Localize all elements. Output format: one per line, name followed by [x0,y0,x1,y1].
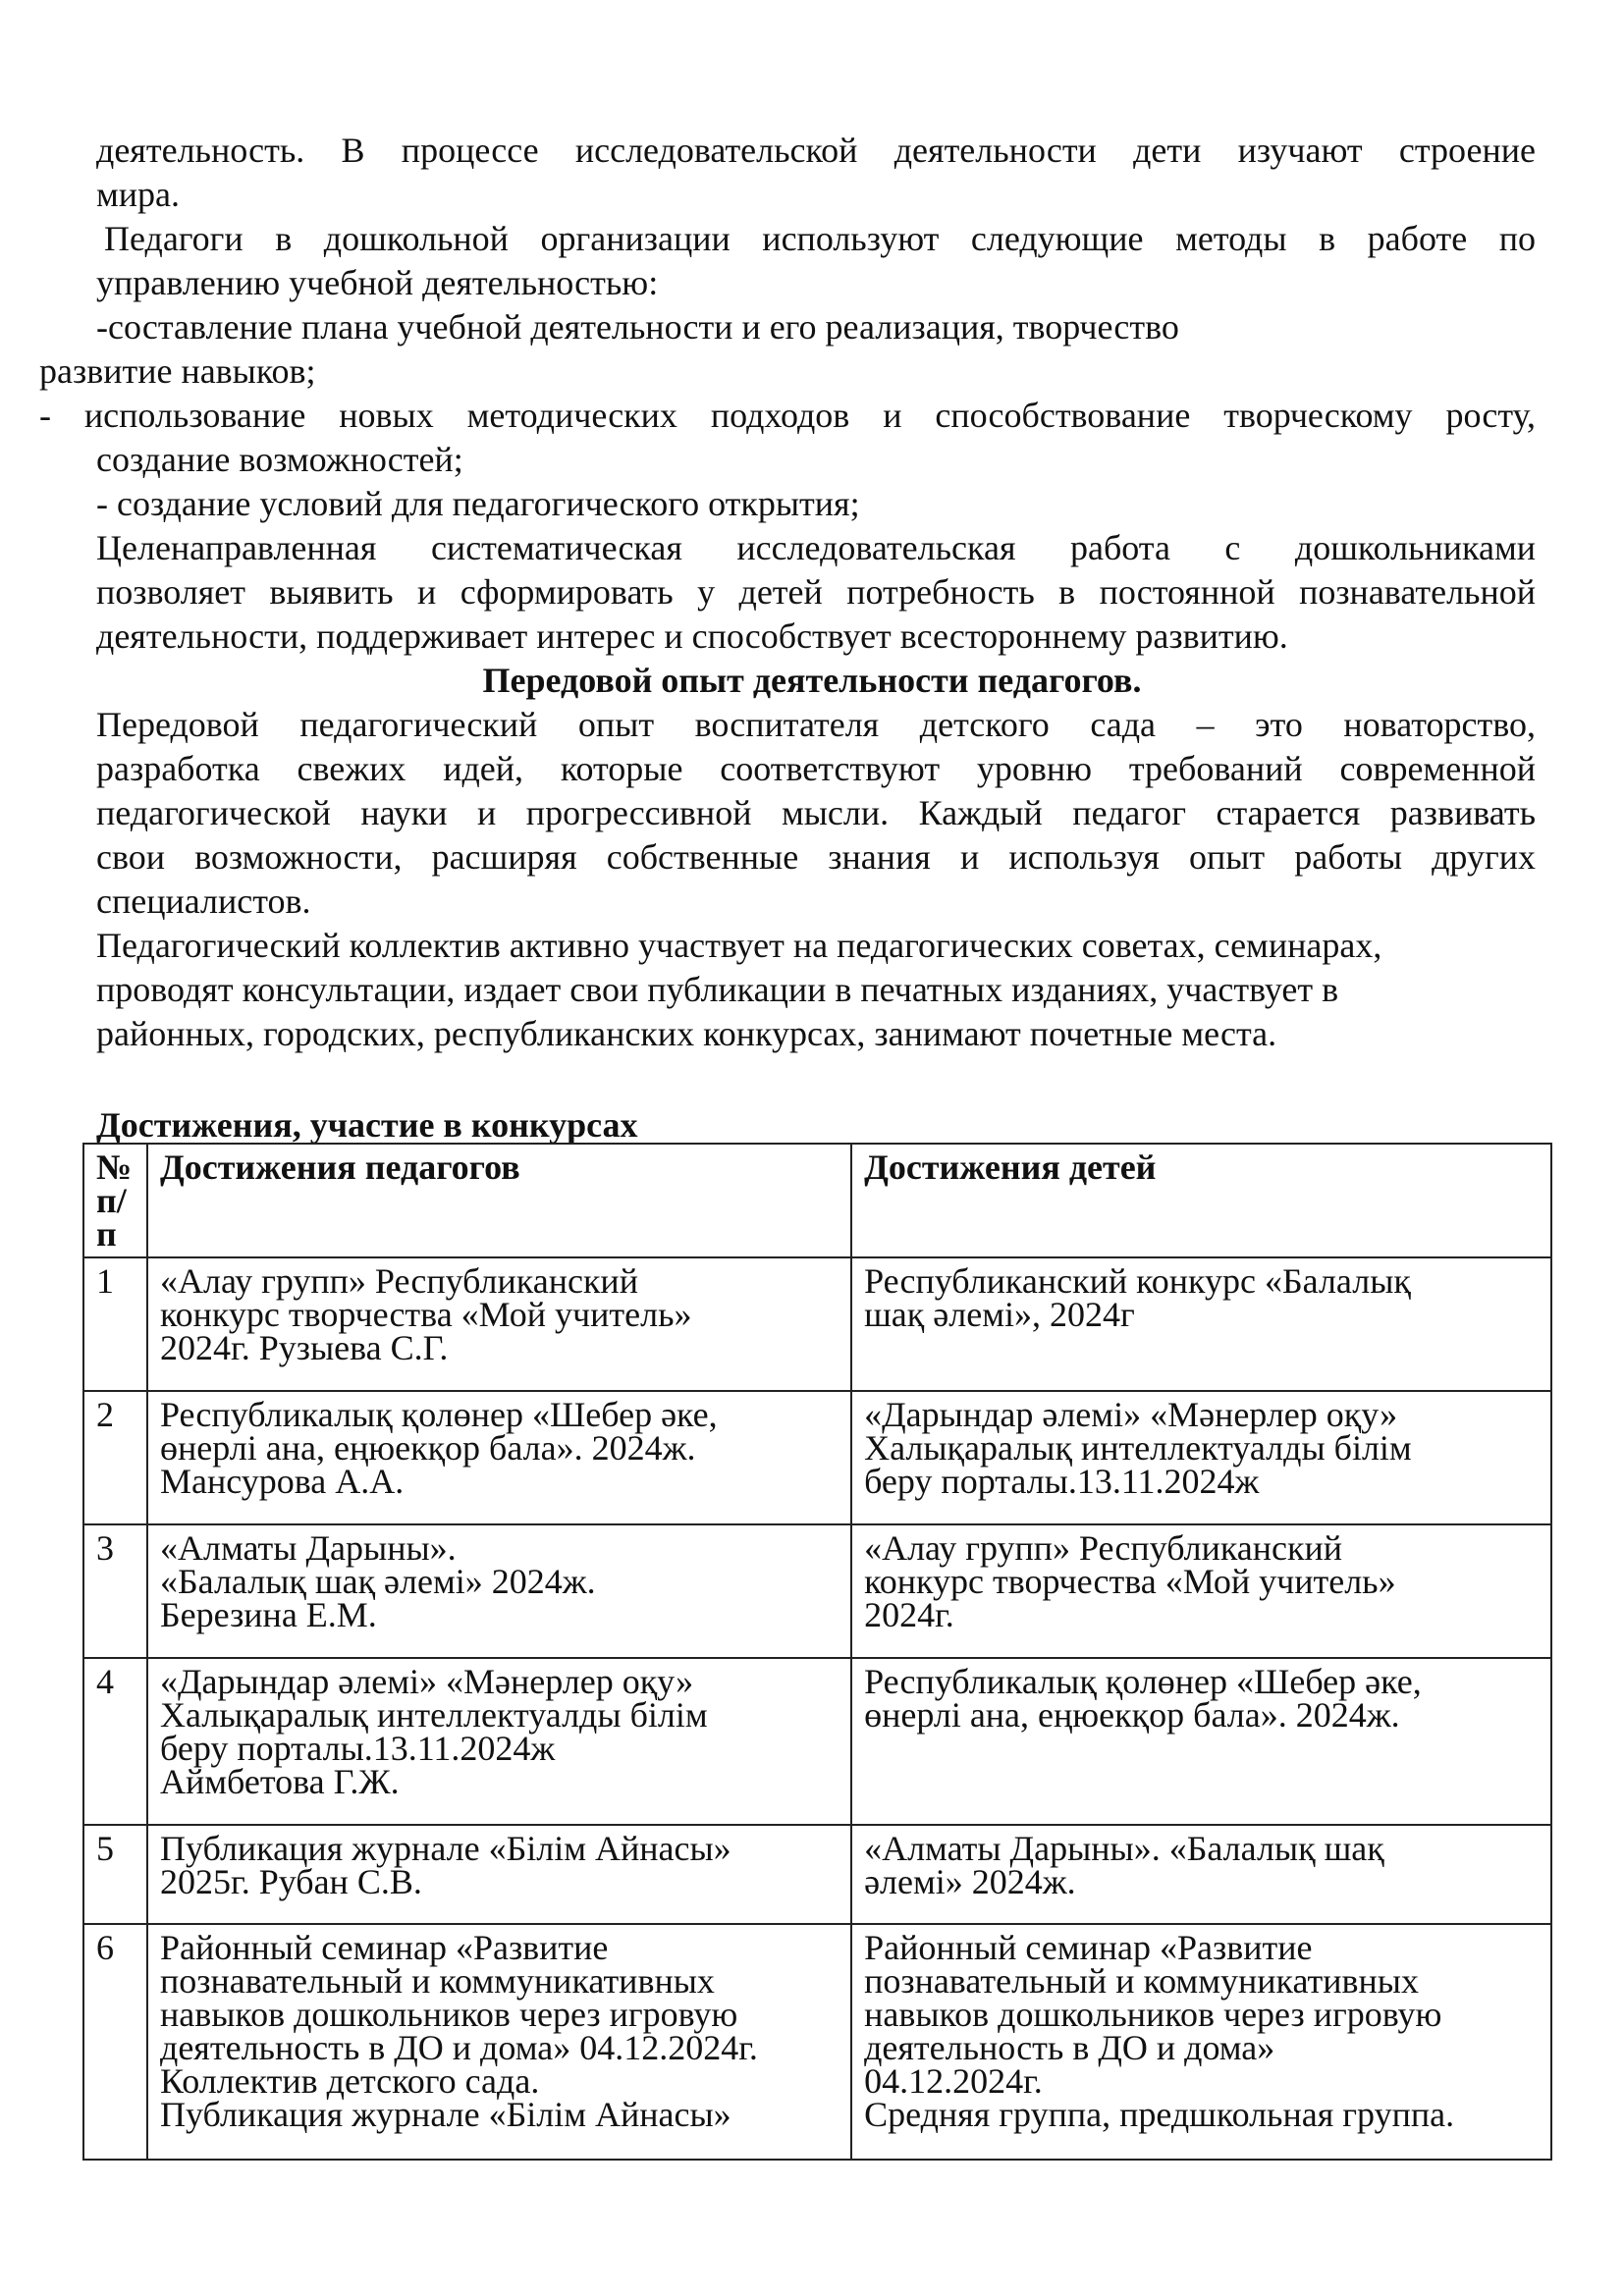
paragraph-line: Педагогический коллектив активно участвует на педагогических советах, семинарах, [96,926,1382,965]
table-row [83,1658,1551,1825]
table-title: Достижения, участие в конкурсах [96,1105,638,1145]
row-teachers: «Алматы Дарыны». «Балалық шақ әлемі» 2024ж. Березина Е.М. [147,1524,851,1658]
paragraph-line: деятельность. В процессе исследовательской деятельности дети изучают строение [96,131,1536,170]
paragraph-line: свои возможности, расширяя собственные знания и используя опыт работы других [96,837,1536,877]
paragraph-line: разработка свежих идей, которые соответствуют уровню требований современной [96,749,1536,788]
row-num: 1 [83,1257,147,1391]
table-row [83,1825,1551,1924]
row-teachers: «Дарындар әлемі» «Мәнерлер оқу» Халықаралық интеллектуалды білім беру порталы.13.11.2024ж Аймбетова Г.Ж. [147,1658,851,1825]
table-row [83,1257,1551,1391]
header-teachers: Достижения педагогов [147,1144,851,1257]
paragraph-line: специалистов. [96,881,311,921]
paragraph-line: - создание условий для педагогического открытия; [96,484,860,523]
header-num: № п/п [83,1144,147,1257]
row-num: 5 [83,1825,147,1924]
paragraph-line: районных, городских, республиканских конкурсах, занимают почетные места. [96,1014,1277,1053]
row-teachers: Районный семинар «Развитие познавательный и коммуникативных навыков дошкольников через игровую деятельность в ДО и дома» 04.12.2024г. Коллектив детского сада. Публикация журнале «Білім Айнасы» [147,1924,851,2160]
row-children: «Дарындар әлемі» «Мәнерлер оқу» Халықаралық интеллектуалды білім беру порталы.13.11.2024ж [851,1391,1551,1524]
paragraph-line: Педагоги в дошкольной организации используют следующие методы в работе по [104,219,1536,258]
row-teachers: Публикация журнале «Білім Айнасы» 2025г. Рубан С.В. [147,1825,851,1924]
row-teachers: «Алау групп» Республиканский конкурс творчества «Мой учитель» 2024г. Рузыева С.Г. [147,1257,851,1391]
table-row [83,1924,1551,2160]
paragraph-line: мира. [96,175,181,214]
paragraph-line: - использование новых методических подходов и способствование творческому росту, [39,396,1536,435]
row-children: «Алматы Дарыны». «Балалық шақ әлемі» 2024ж. [851,1825,1551,1924]
table-row [83,1524,1551,1658]
row-num: 3 [83,1524,147,1658]
paragraph-line: педагогической науки и прогрессивной мысли. Каждый педагог старается развивать [96,793,1536,832]
achievements-table [82,1143,1552,2161]
paragraph-line: деятельности, поддерживает интерес и способствует всестороннему развитию. [96,616,1288,656]
row-num: 4 [83,1658,147,1825]
section-heading: Передовой опыт деятельности педагогов. [482,661,1142,700]
paragraph-line: создание возможностей; [96,440,463,479]
row-num: 2 [83,1391,147,1524]
row-teachers: Республикалық қолөнер «Шебер әке, өнерлі ана, еңюекқор бала». 2024ж. Мансурова А.А. [147,1391,851,1524]
row-num: 6 [83,1924,147,2160]
paragraph-line: Целенаправленная систематическая исследовательская работа с дошкольниками [96,528,1536,567]
row-children: Районный семинар «Развитие познавательный и коммуникативных навыков дошкольников через игровую деятельность в ДО и дома» 04.12.2024г. Средняя группа, предшкольная группа. [851,1924,1551,2160]
paragraph-line: проводят консультации, издает свои публикации в печатных изданиях, участвует в [96,970,1339,1009]
row-children: Республиканский конкурс «Балалық шақ әлемі», 2024г [851,1257,1551,1391]
paragraph-line: управлению учебной деятельностью: [96,263,659,302]
table-row [83,1391,1551,1524]
row-children: «Алау групп» Республиканский конкурс творчества «Мой учитель» 2024г. [851,1524,1551,1658]
paragraph-line: позволяет выявить и сформировать у детей потребность в постоянной познавательной [96,572,1536,612]
paragraph-line: развитие навыков; [39,351,316,391]
header-children: Достижения детей [851,1144,1551,1257]
paragraph-line: Передовой педагогический опыт воспитателя детского сада – это новаторство, [96,705,1536,744]
paragraph-line: -составление плана учебной деятельности и его реализация, творчество [96,307,1179,347]
row-children: Республикалық қолөнер «Шебер әке, өнерлі ана, еңюекқор бала». 2024ж. [851,1658,1551,1825]
table-header-row [83,1144,1551,1257]
